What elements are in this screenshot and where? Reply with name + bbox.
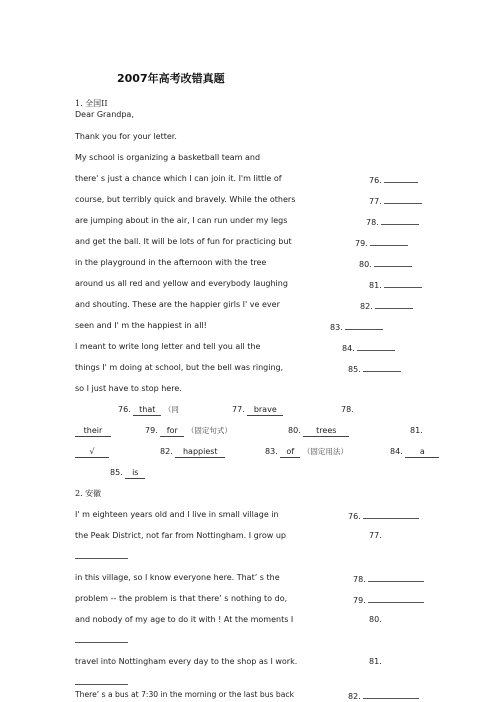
item-num: 82. <box>360 302 373 311</box>
answer-key-row <box>110 468 145 479</box>
answer-blank[interactable] <box>345 321 383 330</box>
answer-key-row <box>118 405 179 416</box>
answer-key-row <box>145 426 232 437</box>
line-number <box>369 174 418 186</box>
answer-blank-wrap <box>75 676 128 688</box>
passage-line: and get the ball. It will be lots of fun for practicing but <box>75 237 292 246</box>
item-num: 80. <box>359 260 372 269</box>
item-num: 78. <box>366 218 379 227</box>
passage-line: are jumping about in the air, I can run under my legs <box>75 216 288 225</box>
line-number <box>342 342 395 354</box>
line-number <box>369 657 382 667</box>
answer-value: of <box>280 447 300 458</box>
passage-line: around us all red and yellow and everybody laughing <box>75 279 288 288</box>
passage-line: problem -- the problem is that there’ s nothing to do, <box>75 594 288 603</box>
item-num: 84. <box>342 344 355 353</box>
answer-key-row <box>232 405 283 416</box>
answer-blank[interactable] <box>370 237 408 246</box>
answer-blank[interactable] <box>384 279 422 288</box>
answer-blank[interactable] <box>384 174 418 183</box>
passage-line: things I' m doing at school, but the bell was ringing, <box>75 363 284 372</box>
item-num: 77. <box>369 197 382 206</box>
answer-blank[interactable] <box>363 690 419 699</box>
answer-num: 77. <box>232 405 245 414</box>
item-num: 76. <box>348 512 361 521</box>
greeting: Dear Grandpa, <box>75 110 134 119</box>
answer-num: 76. <box>118 405 131 414</box>
item-num: 78. <box>353 575 366 584</box>
passage-line: I meant to write long letter and tell you all the <box>75 342 261 351</box>
answer-blank[interactable] <box>384 195 422 204</box>
answer-value: for <box>160 426 184 437</box>
answer-num: 85. <box>110 468 123 477</box>
item-num: 81. <box>369 657 382 666</box>
item-num: 83. <box>330 323 343 332</box>
item-num: 80. <box>369 615 382 624</box>
answer-num: 81. <box>410 426 423 435</box>
answer-blank[interactable] <box>357 342 395 351</box>
answer-value: their <box>75 426 111 437</box>
line-number <box>360 300 413 312</box>
passage-line: the Peak District, not far from Nottingham. I grow up <box>75 531 286 540</box>
answer-key-row <box>160 447 225 458</box>
answer-blank[interactable] <box>75 550 128 559</box>
item-num: 81. <box>369 281 382 290</box>
answer-value: √ <box>75 447 109 458</box>
answer-blank[interactable] <box>75 676 128 685</box>
passage-line: there' s just a chance which I can join it. I'm little of <box>75 174 282 183</box>
thanks-line: Thank you for your letter. <box>75 132 177 141</box>
answer-num: 83. <box>265 447 278 456</box>
line-number <box>330 321 383 333</box>
line-number <box>369 279 422 291</box>
section-heading: 2. 安徽 <box>75 489 102 498</box>
answer-blank[interactable] <box>381 216 419 225</box>
answer-blank[interactable] <box>368 573 424 582</box>
answer-blank-wrap <box>75 634 128 646</box>
section-heading: 1. 全国II <box>75 99 108 108</box>
line-number <box>355 237 408 249</box>
intro-line: My school is organizing a basketball team and <box>75 153 261 162</box>
answer-value: that <box>133 405 161 416</box>
answer-blank[interactable] <box>368 594 424 603</box>
answer-blank[interactable] <box>363 510 419 519</box>
line-number <box>366 216 419 228</box>
answer-key-row <box>341 405 354 415</box>
answer-blank-wrap <box>75 550 128 562</box>
answer-value: happiest <box>175 447 225 458</box>
closing-line: so I just have to stop here. <box>75 384 182 393</box>
item-num: 85. <box>348 365 361 374</box>
line-number <box>348 690 419 702</box>
answer-key-row <box>410 426 423 436</box>
answer-key-row <box>75 447 109 458</box>
answer-num: 79. <box>145 426 158 435</box>
answer-note: （固定句式） <box>186 426 232 435</box>
line-number <box>353 573 424 585</box>
passage-line: There’ s a bus at 7:30 in the morning or the last bus back <box>75 690 294 699</box>
page-title: 2007年高考改错真题 <box>117 72 225 85</box>
answer-num: 78. <box>341 405 354 414</box>
answer-blank[interactable] <box>375 300 413 309</box>
line-number <box>353 594 424 606</box>
passage-line: seen and I' m the happiest in all! <box>75 321 207 330</box>
answer-num: 80. <box>288 426 301 435</box>
answer-blank[interactable] <box>75 634 128 643</box>
answer-blank[interactable] <box>374 258 412 267</box>
answer-value: is <box>125 468 145 479</box>
item-num: 77. <box>369 531 382 540</box>
line-number <box>359 258 412 270</box>
answer-value: a <box>405 447 439 458</box>
answer-note: （固定用法） <box>302 447 348 456</box>
passage-line: course, but terribly quick and bravely. While the others <box>75 195 296 204</box>
passage-line: and nobody of my age to do it with ! At the moments I <box>75 615 294 624</box>
answer-key-row <box>288 426 349 437</box>
answer-note: （同 <box>163 405 179 414</box>
item-num: 79. <box>355 239 368 248</box>
answer-key-row <box>265 447 348 458</box>
passage-line: travel into Nottingham every day to the shop as I work. <box>75 657 298 666</box>
line-number <box>348 510 419 522</box>
line-number <box>369 531 382 541</box>
item-num: 79. <box>353 596 366 605</box>
line-number <box>369 195 422 207</box>
answer-key-row <box>390 447 439 458</box>
item-num: 82. <box>348 692 361 701</box>
line-number <box>369 615 382 625</box>
passage-line: in the playground in the afternoon with the tree <box>75 258 267 267</box>
answer-value: trees <box>303 426 349 437</box>
passage-line: and shouting. These are the happier girls I' ve ever <box>75 300 280 309</box>
answer-key-row <box>75 426 111 437</box>
answer-num: 84. <box>390 447 403 456</box>
passage-line: I' m eighteen years old and I live in small village in <box>75 510 279 519</box>
item-num: 76. <box>369 176 382 185</box>
answer-value: brave <box>247 405 283 416</box>
answer-num: 82. <box>160 447 173 456</box>
line-number <box>348 363 401 375</box>
answer-blank[interactable] <box>363 363 401 372</box>
passage-line: in this village, so I know everyone here. That’ s the <box>75 573 280 582</box>
